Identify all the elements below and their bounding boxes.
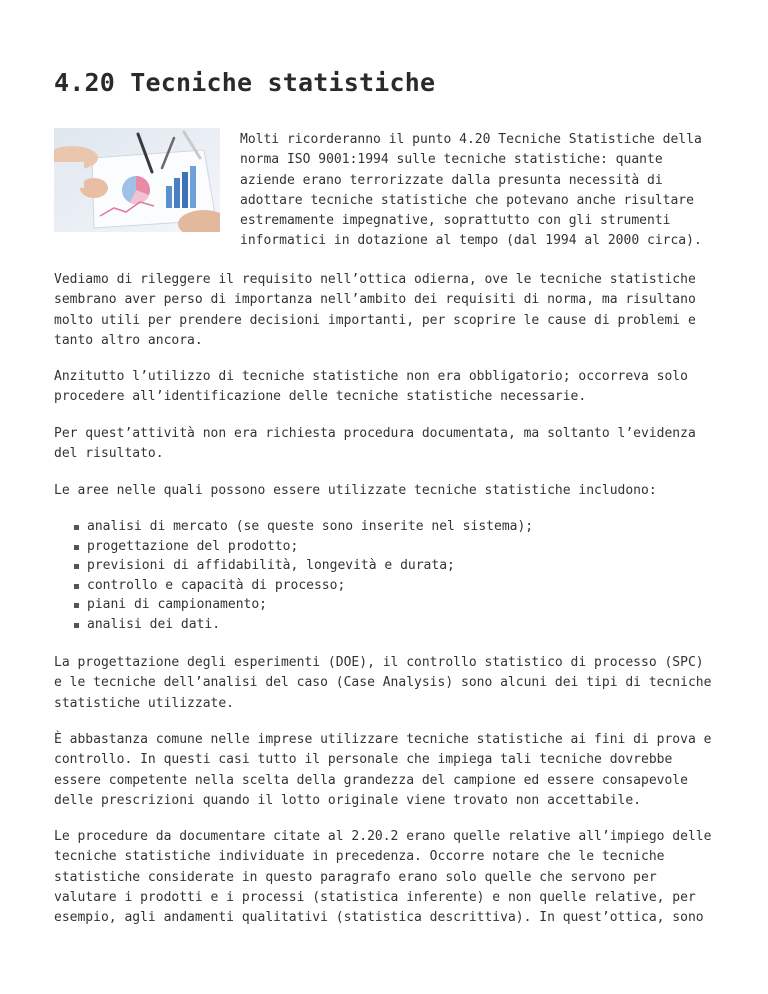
- paragraph-line: Anzitutto l’utilizzo di tecniche statistiche non era obbligatorio; occorreva solo: [54, 369, 688, 384]
- bullet-icon: [74, 545, 79, 550]
- list-item: piani di campionamento;: [54, 595, 533, 615]
- paragraph-line: statistiche considerate in questo paragrafo erano solo quelle che servono per: [54, 869, 657, 885]
- paragraph-doe: [54, 653, 711, 714]
- paragraph-procedura: [54, 424, 696, 465]
- intro-line: adottare tecniche statistiche che potevano anche risultare: [240, 192, 694, 208]
- paragraph-line: esempio, agli andamenti qualitativi (statistica descrittiva). In quest’ottica, sono: [54, 910, 704, 926]
- paragraph-imprese: [54, 730, 711, 811]
- bullet-icon: [74, 603, 79, 608]
- paragraph-line: molto utili per prendere decisioni importanti, per scoprire le cause di problemi e: [54, 312, 696, 328]
- paragraph-line: Le aree nelle quali possono essere utilizzate tecniche statistiche includono:: [54, 483, 657, 498]
- paragraph-line: e le tecniche dell’analisi del caso (Case Analysis) sono alcuni dei tipi di tecniche: [54, 675, 712, 691]
- paragraph-requisito: [54, 270, 696, 351]
- intro-line: Molti ricorderanno il punto 4.20 Tecniche Statistiche della: [240, 132, 702, 147]
- intro-line: aziende erano terrorizzate dalla presunta necessità di: [240, 172, 663, 188]
- paragraph-line: sembrano aver perso di importanza nell’ambito dei requisiti di norma, ma risultano: [54, 292, 696, 308]
- list-item: analisi di mercato (se queste sono inserite nel sistema);: [54, 517, 533, 537]
- areas-list: [54, 517, 533, 635]
- paragraph-aree: [54, 481, 657, 501]
- bullet-icon: [74, 564, 79, 569]
- paragraph-line: essere competente nella scelta della grandezza del campione ed essere consapevole: [54, 772, 688, 788]
- bullet-icon: [74, 584, 79, 589]
- list-item: analisi dei dati.: [54, 615, 533, 635]
- paragraph-line: Le procedure da documentare citate al 2.20.2 erano quelle relative all’impiego delle: [54, 829, 712, 844]
- paragraph-line: È abbastanza comune nelle imprese utilizzare tecniche statistiche ai fini di prova e: [54, 732, 712, 747]
- paragraph-anzitutto: [54, 367, 688, 408]
- paragraph-line: tecniche statistiche individuate in precedenza. Occorre notare che le tecniche: [54, 849, 665, 865]
- bullet-icon: [74, 623, 79, 628]
- list-item: previsioni di affidabilità, longevità e durata;: [54, 556, 533, 576]
- paragraph-line: procedere all’identificazione delle tecniche statistiche necessarie.: [54, 389, 587, 405]
- paragraph-line: delle prescrizioni quando il lotto originale viene trovato non accettabile.: [54, 792, 641, 808]
- paragraph-procedure: [54, 827, 711, 928]
- intro-paragraph: [240, 130, 702, 252]
- paragraph-line: Per quest’attività non era richiesta procedura documentata, ma soltanto l’evidenza: [54, 426, 696, 441]
- list-item: controllo e capacità di processo;: [54, 576, 533, 596]
- paragraph-line: del risultato.: [54, 446, 164, 462]
- intro-line: informatici in dotazione al tempo (dal 1994 al 2000 circa).: [240, 233, 702, 249]
- hero-image: [54, 128, 220, 232]
- intro-line: estremamente impegnative, soprattutto con gli strumenti: [240, 213, 671, 229]
- paragraph-line: tanto altro ancora.: [54, 332, 203, 348]
- business-charts-illustration: [54, 128, 220, 232]
- bullet-icon: [74, 525, 79, 530]
- paragraph-line: valutare i prodotti e i processi (statistica inferente) e non quelle relative, per: [54, 889, 696, 905]
- page-title: 4.20 Tecniche statistiche: [54, 68, 436, 97]
- paragraph-line: Vediamo di rileggere il requisito nell’ottica odierna, ove le tecniche statistiche: [54, 272, 696, 287]
- paragraph-line: controllo. In questi casi tutto il personale che impiega tali tecniche dovrebbe: [54, 752, 673, 768]
- paragraph-line: La progettazione degli esperimenti (DOE), il controllo statistico di processo (SPC): [54, 655, 704, 670]
- paragraph-line: statistiche utilizzate.: [54, 695, 235, 711]
- intro-line: norma ISO 9001:1994 sulle tecniche statistiche: quante: [240, 152, 663, 168]
- list-item: progettazione del prodotto;: [54, 537, 533, 557]
